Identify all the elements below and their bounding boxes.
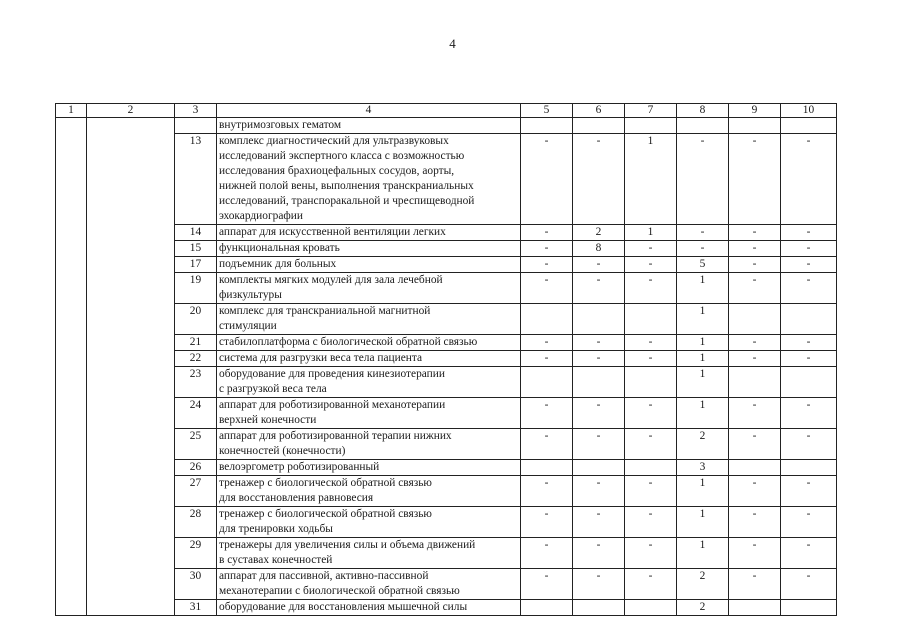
description-line: аппарат для роботизированной терапии нижних [219, 430, 452, 442]
value-cell-col8: 1 [677, 507, 729, 538]
row-number: 30 [175, 569, 217, 600]
col2-cell [87, 118, 175, 616]
value-cell-col10: - [781, 507, 837, 538]
value-cell-col5 [521, 367, 573, 398]
value-cell-col7: - [625, 241, 677, 257]
description-line: оборудование для проведения кинезиотерапии [219, 368, 445, 380]
value-cell-col7: - [625, 257, 677, 273]
column-header: 7 [625, 104, 677, 118]
value-cell-col6 [573, 118, 625, 134]
column-header: 10 [781, 104, 837, 118]
value-cell-col10: - [781, 569, 837, 600]
value-cell-col5: - [521, 257, 573, 273]
row-number: 14 [175, 225, 217, 241]
value-cell-col6: 2 [573, 225, 625, 241]
row-number: 24 [175, 398, 217, 429]
description-line: для тренировки ходьбы [219, 523, 333, 535]
value-cell-col9: - [729, 538, 781, 569]
value-cell-col7: - [625, 398, 677, 429]
value-cell-col9: - [729, 569, 781, 600]
value-cell-col5: - [521, 398, 573, 429]
item-description [217, 225, 521, 241]
value-cell-col7: - [625, 507, 677, 538]
value-cell-col8: - [677, 225, 729, 241]
value-cell-col6: - [573, 538, 625, 569]
value-cell-col5 [521, 304, 573, 335]
description-line: исследований, транспоракальной и чреспищеводной [219, 195, 475, 207]
value-cell-col8: 1 [677, 398, 729, 429]
value-cell-col10: - [781, 134, 837, 225]
item-description [217, 241, 521, 257]
column-header: 6 [573, 104, 625, 118]
description-line: исследования брахиоцефальных сосудов, аорты, [219, 165, 455, 177]
value-cell-col7: - [625, 273, 677, 304]
value-cell-col7 [625, 460, 677, 476]
value-cell-col8: 2 [677, 600, 729, 616]
item-description [217, 538, 521, 569]
item-description [217, 429, 521, 460]
description-line: в суставах конечностей [219, 554, 333, 566]
value-cell-col9 [729, 118, 781, 134]
value-cell-col7 [625, 367, 677, 398]
value-cell-col8: 1 [677, 367, 729, 398]
description-line: тренажер с биологической обратной связью [219, 508, 432, 520]
item-description [217, 118, 521, 134]
value-cell-col10 [781, 460, 837, 476]
value-cell-col8: - [677, 241, 729, 257]
row-number [175, 118, 217, 134]
description-line: с разгрузкой веса тела [219, 383, 327, 395]
value-cell-col9: - [729, 225, 781, 241]
value-cell-col5: - [521, 429, 573, 460]
item-description [217, 569, 521, 600]
item-description [217, 335, 521, 351]
row-number: 22 [175, 351, 217, 367]
value-cell-col6 [573, 460, 625, 476]
value-cell-col8: 5 [677, 257, 729, 273]
col1-cell [56, 118, 87, 616]
value-cell-col10: - [781, 335, 837, 351]
value-cell-col5: - [521, 225, 573, 241]
value-cell-col5: - [521, 134, 573, 225]
value-cell-col6: - [573, 476, 625, 507]
item-description [217, 304, 521, 335]
row-number: 28 [175, 507, 217, 538]
value-cell-col9: - [729, 335, 781, 351]
value-cell-col6 [573, 600, 625, 616]
value-cell-col7 [625, 118, 677, 134]
item-description [217, 476, 521, 507]
value-cell-col6: - [573, 429, 625, 460]
column-header: 9 [729, 104, 781, 118]
value-cell-col10 [781, 367, 837, 398]
value-cell-col8: 1 [677, 335, 729, 351]
value-cell-col8: 1 [677, 351, 729, 367]
value-cell-col10 [781, 304, 837, 335]
item-description [217, 257, 521, 273]
value-cell-col10: - [781, 241, 837, 257]
description-line: для восстановления равновесия [219, 492, 374, 504]
description-line: комплекты мягких модулей для зала лечебной [219, 274, 443, 286]
row-number: 31 [175, 600, 217, 616]
column-header: 2 [87, 104, 175, 118]
value-cell-col9: - [729, 507, 781, 538]
description-line: стабилоплатформа с биологической обратной связью [219, 336, 478, 348]
value-cell-col7: - [625, 538, 677, 569]
value-cell-col10: - [781, 476, 837, 507]
description-line: механотерапии с биологической обратной связью [219, 585, 460, 597]
row-number: 15 [175, 241, 217, 257]
value-cell-col7: - [625, 476, 677, 507]
value-cell-col5: - [521, 241, 573, 257]
value-cell-col6: - [573, 134, 625, 225]
description-line: исследований экспертного класса с возможностью [219, 150, 465, 162]
value-cell-col6: 8 [573, 241, 625, 257]
value-cell-col5: - [521, 538, 573, 569]
description-line: система для разгрузки веса тела пациента [219, 352, 423, 364]
value-cell-col10: - [781, 398, 837, 429]
value-cell-col5: - [521, 476, 573, 507]
value-cell-col10: - [781, 225, 837, 241]
column-header: 1 [56, 104, 87, 118]
value-cell-col6: - [573, 351, 625, 367]
value-cell-col8: 3 [677, 460, 729, 476]
value-cell-col8: 1 [677, 273, 729, 304]
value-cell-col5: - [521, 569, 573, 600]
value-cell-col10 [781, 600, 837, 616]
description-line: нижней полой вены, выполнения транскраниальных [219, 180, 474, 192]
description-line: комплекс для транскраниальной магнитной [219, 305, 431, 317]
description-line: физкультуры [219, 289, 282, 301]
value-cell-col9: - [729, 429, 781, 460]
value-cell-col8: 1 [677, 304, 729, 335]
description-line: аппарат для роботизированной механотерапии [219, 399, 446, 411]
description-line: функциональная кровать [219, 242, 340, 254]
value-cell-col6: - [573, 398, 625, 429]
value-cell-col9 [729, 600, 781, 616]
value-cell-col10: - [781, 351, 837, 367]
value-cell-col7: 1 [625, 225, 677, 241]
value-cell-col8: - [677, 134, 729, 225]
row-number: 27 [175, 476, 217, 507]
value-cell-col6: - [573, 569, 625, 600]
value-cell-col10: - [781, 257, 837, 273]
value-cell-col6: - [573, 257, 625, 273]
value-cell-col7: - [625, 569, 677, 600]
column-header: 3 [175, 104, 217, 118]
item-description [217, 398, 521, 429]
value-cell-col9: - [729, 273, 781, 304]
description-line: конечностей (конечности) [219, 445, 346, 457]
value-cell-col8: 1 [677, 538, 729, 569]
description-line: комплекс диагностический для ультразвуковых [219, 135, 449, 147]
page-number: 4 [449, 36, 456, 51]
item-description [217, 460, 521, 476]
column-header: 4 [217, 104, 521, 118]
value-cell-col5: - [521, 335, 573, 351]
value-cell-col10 [781, 118, 837, 134]
value-cell-col9: - [729, 476, 781, 507]
row-number: 23 [175, 367, 217, 398]
value-cell-col8: 2 [677, 569, 729, 600]
row-number: 13 [175, 134, 217, 225]
value-cell-col8: 2 [677, 429, 729, 460]
value-cell-col8: 1 [677, 476, 729, 507]
item-description [217, 351, 521, 367]
value-cell-col5 [521, 460, 573, 476]
value-cell-col10: - [781, 429, 837, 460]
description-line: тренажер с биологической обратной связью [219, 477, 432, 489]
value-cell-col5: - [521, 507, 573, 538]
value-cell-col6: - [573, 335, 625, 351]
value-cell-col9: - [729, 398, 781, 429]
value-cell-col9 [729, 460, 781, 476]
value-cell-col6 [573, 304, 625, 335]
value-cell-col5 [521, 118, 573, 134]
description-line: оборудование для восстановления мышечной силы [219, 601, 468, 613]
value-cell-col7: 1 [625, 134, 677, 225]
row-number: 25 [175, 429, 217, 460]
column-header: 8 [677, 104, 729, 118]
item-description [217, 367, 521, 398]
value-cell-col9 [729, 304, 781, 335]
value-cell-col9 [729, 367, 781, 398]
value-cell-col6: - [573, 507, 625, 538]
value-cell-col9: - [729, 134, 781, 225]
item-description [217, 600, 521, 616]
row-number: 29 [175, 538, 217, 569]
row-number: 21 [175, 335, 217, 351]
value-cell-col6 [573, 367, 625, 398]
item-description [217, 507, 521, 538]
value-cell-col7: - [625, 335, 677, 351]
value-cell-col9: - [729, 241, 781, 257]
equipment-table [55, 103, 837, 616]
value-cell-col5 [521, 600, 573, 616]
value-cell-col10: - [781, 538, 837, 569]
value-cell-col7 [625, 600, 677, 616]
item-description [217, 134, 521, 225]
description-line: тренажеры для увеличения силы и объема движений [219, 539, 476, 551]
row-number: 19 [175, 273, 217, 304]
value-cell-col5: - [521, 273, 573, 304]
description-line: аппарат для пассивной, активно-пассивной [219, 570, 429, 582]
row-number: 26 [175, 460, 217, 476]
value-cell-col7: - [625, 429, 677, 460]
row-number: 17 [175, 257, 217, 273]
value-cell-col6: - [573, 273, 625, 304]
description-line: эхокардиографии [219, 210, 303, 222]
description-line: стимуляции [219, 320, 277, 332]
value-cell-col8 [677, 118, 729, 134]
description-line: верхней конечности [219, 414, 317, 426]
value-cell-col10: - [781, 273, 837, 304]
item-description [217, 273, 521, 304]
table-row [56, 118, 837, 134]
description-line: внутримозговых гематом [219, 119, 342, 131]
value-cell-col5: - [521, 351, 573, 367]
description-line: подъемник для больных [219, 258, 337, 270]
value-cell-col7 [625, 304, 677, 335]
description-line: аппарат для искусственной вентиляции легких [219, 226, 446, 238]
row-number: 20 [175, 304, 217, 335]
column-header: 5 [521, 104, 573, 118]
value-cell-col7: - [625, 351, 677, 367]
value-cell-col9: - [729, 257, 781, 273]
table-header-row [56, 104, 837, 118]
value-cell-col9: - [729, 351, 781, 367]
description-line: велоэргометр роботизированный [219, 461, 380, 473]
